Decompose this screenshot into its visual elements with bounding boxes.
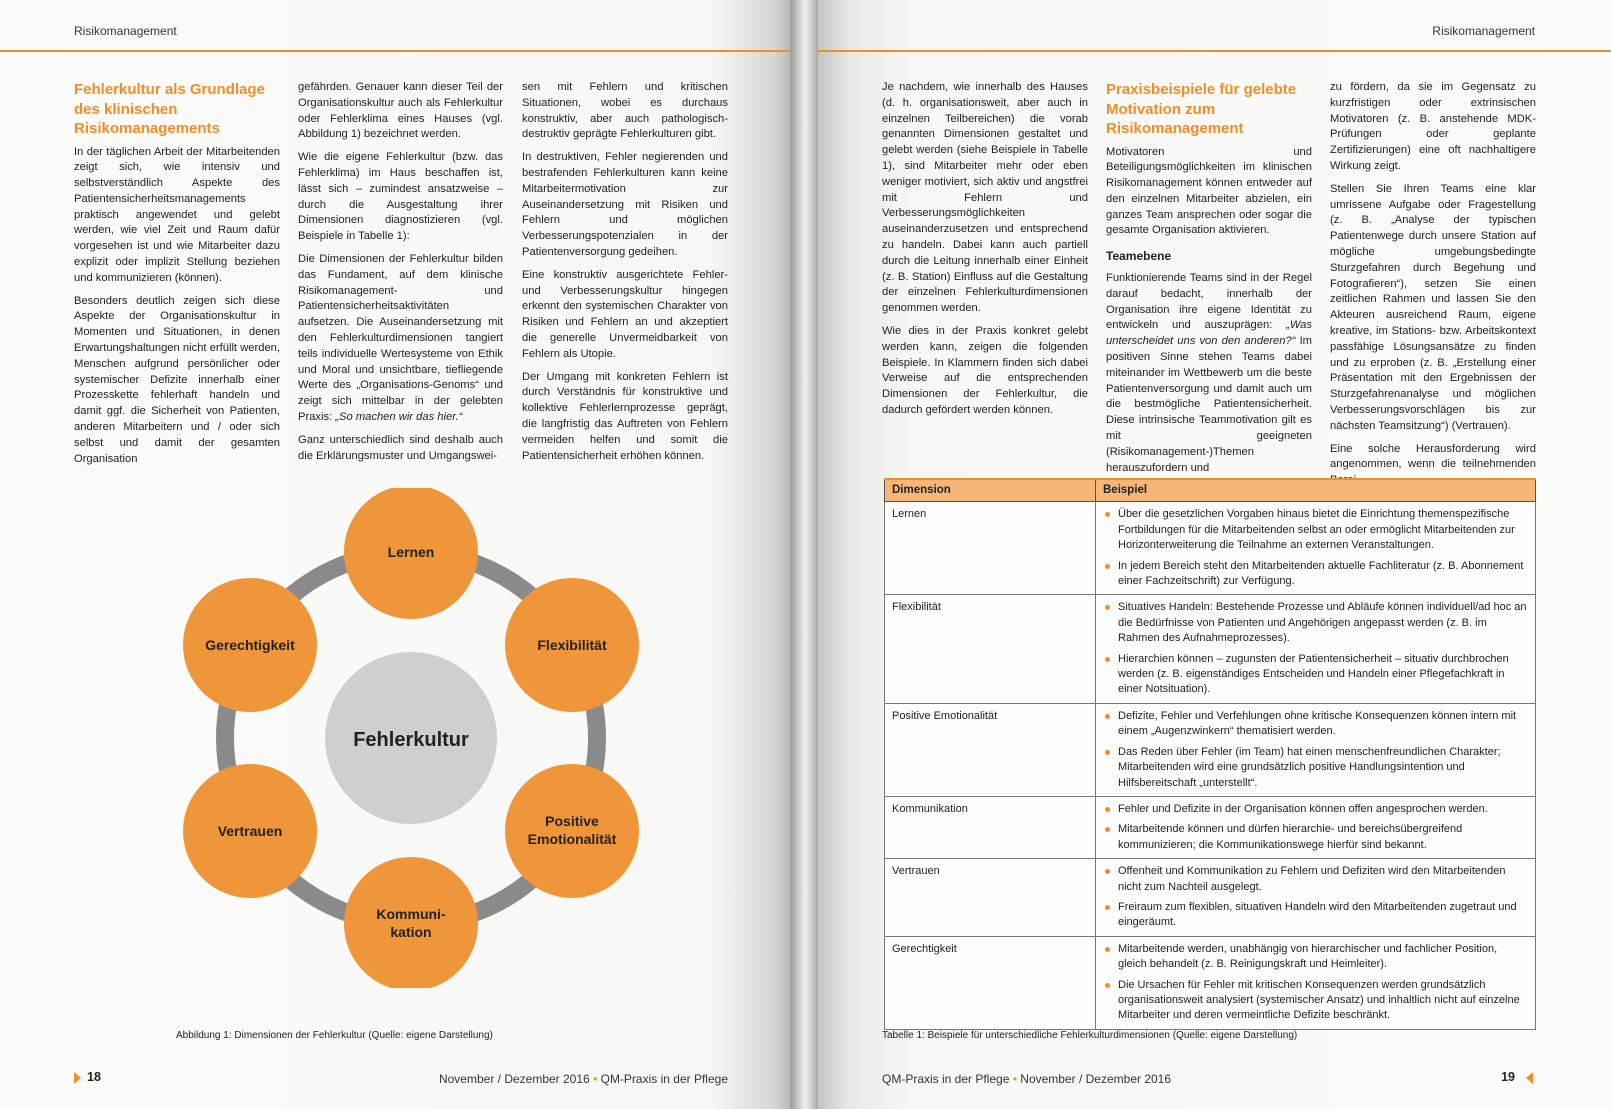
- text-run: Im positiven Sinne stehen Teams dabei miteinander im Wettbewerb um die beste Patientenversorgung und damit auch um die bestmögliche Patientensicherheit. Diese intrinsische Teammotivation gilt es mit geeigneten (Risikomanagement-)Themen herauszufordern und: [1106, 335, 1312, 474]
- paragraph: Motivatoren und Beteiligungsmöglichkeiten im klinischen Risikomanagement können entweder auf den einzelnen Mitarbeiter abzielen, ein ganzes Team ansprechen oder sogar die gesamte Organisation aktivieren.: [1106, 145, 1312, 237]
- subheading-teamebene: Teamebene: [1106, 249, 1172, 264]
- text-run: Die Dimensionen der Fehlerkultur bilden das Fundament, auf dem klinische Risikomanagement- und Patientensicherheitsaktivitäten aufsetzen. Die Auseinandersetzung mit den Fehlerkulturdimensionen tangiert teils individuelle Wertesysteme von Ethik und Moral und unsichtbare, tiefliegende Werte des „Organisations-Genoms“ und zeigt sich mittelbar in der gelebten Praxis:: [298, 252, 503, 423]
- column-header-beispiel: Beispiel: [1096, 479, 1536, 502]
- right-column-3: [1330, 80, 1536, 496]
- example-cell: [1096, 703, 1536, 796]
- paragraph: Ganz unterschiedlich sind deshalb auch die Erklärungsmuster und Umgangswei-: [298, 433, 503, 462]
- text-run: Funktionierende Teams sind in der Regel darauf bedacht, innerhalb der Organisation ihre eigene Identität zu entwickeln und auszuprägen:: [1106, 272, 1312, 332]
- example-item: Die Ursachen für Fehler mit kritischen Konsequenzen werden grundsätzlich organisationsweit analysiert (systemischer Ansatz) und inhaltlich nicht auf einzelne Mitarbeiter und deren vermeintliche Defizite beschränkt.: [1103, 978, 1528, 1024]
- paragraph: Eine konstruktiv ausgerichtete Fehler- und Verbesserungskultur hingegen erkennt den systemischen Charakter von Risiken und Fehlern an und akzeptiert die generelle Unvermeidbarkeit von Fehlern als Utopie.: [522, 268, 728, 360]
- paragraph: Stellen Sie Ihren Teams eine klar umrissene Aufgabe oder Fragestellung (z. B. „Analyse der typischen Patientenwege durch unsere Station auf mögliche umgebungsbedingte Sturzgefahren durch Begehung und Fotografieren“), setzen Sie einen zeitlichen Rahmen und lassen Sie den Akteuren ausreichend Raum, eigene kreative, im Stations- bzw. Arbeitskontext passfähige Lösungsansätze zu finden und zu erproben (z. B. „Erstellung einer Präsentation mit den Ergebnissen der Sturzgefahrenanalyse und möglichen Verbesserungsvorschlägen bis zur nächsten Teamsitzung“) (Vertrauen).: [1330, 182, 1536, 432]
- table-row: [885, 502, 1536, 595]
- node-label-line1: Kommuni-: [376, 906, 446, 922]
- node-label-line1: Positive: [545, 813, 599, 829]
- paragraph: sen mit Fehlern und kritischen Situationen, wobei es durchaus konstruktiv, aber auch pathologisch-destruktiv geprägte Fehlerkulturen gibt.: [522, 81, 728, 141]
- figure-caption: Abbildung 1: Dimensionen der Fehlerkultur (Quelle: eigene Darstellung): [176, 1030, 493, 1041]
- right-column-1: [882, 80, 1088, 426]
- table-row: [885, 796, 1536, 858]
- footer-left: [439, 1072, 728, 1086]
- node-lernen: [344, 488, 478, 619]
- table-caption: Tabelle 1: Beispiele für unterschiedliche Fehlerkulturdimensionen (Quelle: eigene Darstellung): [882, 1030, 1298, 1041]
- node-label: Flexibilität: [537, 637, 607, 653]
- page-number-left: 18: [87, 1070, 101, 1084]
- column-header-dimension: Dimension: [885, 479, 1096, 502]
- table-header-row: [885, 479, 1536, 502]
- node-gerechtigkeit: [183, 578, 317, 712]
- table-row: [885, 859, 1536, 937]
- example-cell: [1096, 502, 1536, 595]
- header-rule-right: [818, 50, 1611, 52]
- dimension-cell: Flexibilität: [885, 595, 1096, 703]
- example-item: Das Reden über Fehler (im Team) hat einen menschenfreundlichen Charakter; Mitarbeitenden wird eine grundsätzlich positive Handlungsintention und Hilfsbereitschaft „unterstellt“.: [1103, 745, 1528, 791]
- center-label: Fehlerkultur: [353, 729, 469, 751]
- node-positive-emotionalitaet: [505, 764, 639, 898]
- book-gutter: [790, 0, 818, 1109]
- running-head-left: Risikomanagement: [74, 24, 177, 38]
- paragraph: Eine solche Herausforderung wird angenommen, wenn die teilnehmenden: [1330, 442, 1536, 471]
- left-column-3: [522, 80, 728, 471]
- header-rule-left: [0, 50, 790, 52]
- paragraph: Je nachdem, wie innerhalb des Hauses (d. h. organisationsweit, aber auch in einzelnen Teilbereichen) die vorab genannten Dimensionen gestaltet und gelebt werden (siehe Beispiele in Tabelle 1), sind Mitarbeiter mehr oder eben weniger motiviert, sich aktiv und angstfrei mit Fehlern und Verbesserungsmöglichkeiten auseinanderzusetzen und entsprechend zu handeln. Dabei kann auch partiell durch die Leitung innerhalb einer Einheit (z. B. Station) Einfluss auf die Gestaltung der einzelnen Fehlerkulturdimensionen genommen werden.: [882, 81, 1088, 315]
- left-column-1: [74, 80, 280, 474]
- node-vertrauen: [183, 764, 317, 898]
- table-row: [885, 936, 1536, 1029]
- node-label: Vertrauen: [217, 823, 283, 839]
- paragraph: gefährden. Genauer kann dieser Teil der Organisationskultur auch als Fehlerkultur oder Fehlerklima eines Hauses (vgl. Abbildung 1) bezeichnet werden.: [298, 81, 503, 141]
- table-row: [885, 703, 1536, 796]
- fehlerkultur-diagram: [175, 488, 655, 988]
- example-item: Fehler und Defizite in der Organisation können offen angesprochen werden.: [1103, 802, 1528, 817]
- example-item: In jedem Bereich steht den Mitarbeitenden aktuelle Fachliteratur (z. B. Abonnement einer Fachzeitschrift) zur Verfügung.: [1103, 559, 1528, 590]
- paragraph: zu fördern, da sie im Gegensatz zu kurzfristigen oder extrinsischen Motivatoren (z. B. anstehende MDK-Prüfungen oder geplante Zertifizierungen) eine oft nachhaltigere Wirkung zeigt.: [1330, 81, 1536, 172]
- node-label: Lernen: [387, 544, 435, 560]
- footer-issue: November / Dezember 2016: [438, 1072, 590, 1086]
- fehlerkultur-table: [884, 478, 1536, 1030]
- example-item: Situatives Handeln: Bestehende Prozesse und Abläufe können individuell/ad hoc an die Bedürfnisse von Patienten und Angehörigen angepasst werden (z. B. im Rahmen des Aufnahmeprozesses).: [1103, 600, 1528, 646]
- footer-separator: •: [593, 1072, 598, 1086]
- dimension-cell: Vertrauen: [885, 859, 1096, 937]
- running-head-right: Risikomanagement: [1432, 24, 1535, 38]
- node-circle: [344, 857, 478, 988]
- footer-magazine: QM-Praxis in der Pflege: [882, 1072, 1010, 1086]
- paragraph: Besonders deutlich zeigen sich diese Aspekte der Organisationskultur in Momenten und Situationen, in denen Erwartungshaltungen nicht erfüllt werden, Menschen aufgrund persönlicher oder systemischer Defizite innerhalb einer Prozesskette fehlerhaft handeln und damit ggf. die Sicherheit von Patienten, anderen Mitarbeitern und / oder sich selbst und damit der gesamten Organisation: [74, 294, 280, 465]
- footer-separator: •: [1012, 1072, 1017, 1086]
- right-column-2: [1106, 80, 1312, 483]
- node-flexibilitaet: [505, 578, 639, 712]
- page-number-right: 19: [1501, 1070, 1515, 1084]
- paragraph: In der täglichen Arbeit der Mitarbeitenden zeigt sich, wie intensiv und selbstverständlich Aspekte des Patientensicherheitsmanagements praktisch angewendet und gelebt werden, wie viel Zeit und Raum dafür vorgesehen ist und wie Mitarbeiter dazu explizit oder implizit Stellung beziehen und kommunizieren (können).: [74, 145, 280, 284]
- left-column-2: [298, 80, 503, 471]
- quote-italic: „So machen wir das hier.“: [335, 410, 463, 423]
- paragraph: Wie die eigene Fehlerkultur (bzw. das Fehlerklima) im Haus beschaffen ist, lässt sich – zumindest ansatzweise – durch die Ausgestaltung ihrer Dimensionen diagnostizieren (vgl. Beispiele in Tabelle 1):: [298, 151, 503, 243]
- example-cell: [1096, 859, 1536, 937]
- paragraph: [1106, 271, 1312, 476]
- example-item: Freiraum zum flexiblen, situativen Handeln wird den Mitarbeitenden zugetraut und eingeräumt.: [1103, 900, 1528, 931]
- footer-issue: November / Dezember 2016: [1020, 1072, 1172, 1086]
- footer-right: [882, 1072, 1171, 1086]
- node-label-line2: Emotionalität: [527, 831, 617, 847]
- example-item: Defizite, Fehler und Verfehlungen ohne kritische Konsequenzen können intern mit einem „Augenzwinkern“ thematisiert werden.: [1103, 709, 1528, 740]
- page-arrow-icon: [74, 1072, 81, 1084]
- section-heading-praxisbeispiele: Praxisbeispiele für gelebte Motivation zum Risikomanagement: [1106, 81, 1297, 137]
- table-row: [885, 595, 1536, 703]
- page-arrow-icon: [1526, 1072, 1533, 1084]
- example-cell: [1096, 595, 1536, 703]
- paragraph: Der Umgang mit konkreten Fehlern ist durch Verständnis für konstruktive und kollektive Fehlerlernprozesse geprägt, die langfristig das Auftreten von Fehlern vermeiden helfen und somit die Patientensicherheit erhöhen können.: [522, 370, 728, 462]
- paragraph: [298, 252, 503, 426]
- example-cell: [1096, 936, 1536, 1029]
- dimension-cell: Positive Emotionalität: [885, 703, 1096, 796]
- node-label-line2: kation: [390, 924, 432, 940]
- paragraph: In destruktiven, Fehler negierenden und bestrafenden Fehlerkulturen kann keine Mitarbeitermotivation zur Auseinandersetzung mit Risiken und Fehlern und möglichen Verbesserungspotenzialen in der Patientenversorgung gedeihen.: [522, 151, 728, 258]
- node-label: Gerechtigkeit: [205, 637, 295, 653]
- dimension-cell: Kommunikation: [885, 796, 1096, 858]
- node-kommunikation: [344, 857, 478, 988]
- dimension-cell: Lernen: [885, 502, 1096, 595]
- example-item: Über die gesetzlichen Vorgaben hinaus bietet die Einrichtung themenspezifische Fortbildungen für die Mitarbeitenden selbst an oder ermöglicht Mitarbeitenden zur Horizonterweiterung die Teilnahme an externen Veranstaltungen.: [1103, 507, 1528, 553]
- example-cell: [1096, 796, 1536, 858]
- left-page: [0, 0, 790, 1109]
- paragraph: Wie dies in der Praxis konkret gelebt werden kann, zeigen die folgenden Beispiele. In Klammern finden sich dabei Verweise auf die entsprechenden Dimensionen der Fehlerkultur, die dadurch gefördert werden können.: [882, 324, 1088, 416]
- section-heading-fehlerkultur: Fehlerkultur als Grundlage des klinischen Risikomanagements: [74, 81, 265, 137]
- example-item: Hierarchien können – zugunsten der Patientensicherheit – situativ durchbrochen werden (z. B. eigenständiges Entscheiden und Handeln einer Pflegefachkraft in einer Notsituation).: [1103, 652, 1528, 698]
- quote-italic: „Was unterscheidet uns von den anderen?“: [1106, 319, 1312, 348]
- footer-magazine: QM-Praxis in der Pflege: [600, 1072, 728, 1086]
- example-item: Mitarbeitende können und dürfen hierarchie- und bereichsübergreifend kommunizieren; die Kommunikationswege hierfür sind bekannt.: [1103, 822, 1528, 853]
- example-item: Mitarbeitende werden, unabhängig von hierarchischer und fachlicher Position, gleich behandelt (z. B. Reinigungskraft und Heimleiter).: [1103, 942, 1528, 973]
- dimension-cell: Gerechtigkeit: [885, 936, 1096, 1029]
- example-item: Offenheit und Kommunikation zu Fehlern und Defiziten wird den Mitarbeitenden nicht zum Nachteil ausgelegt.: [1103, 864, 1528, 895]
